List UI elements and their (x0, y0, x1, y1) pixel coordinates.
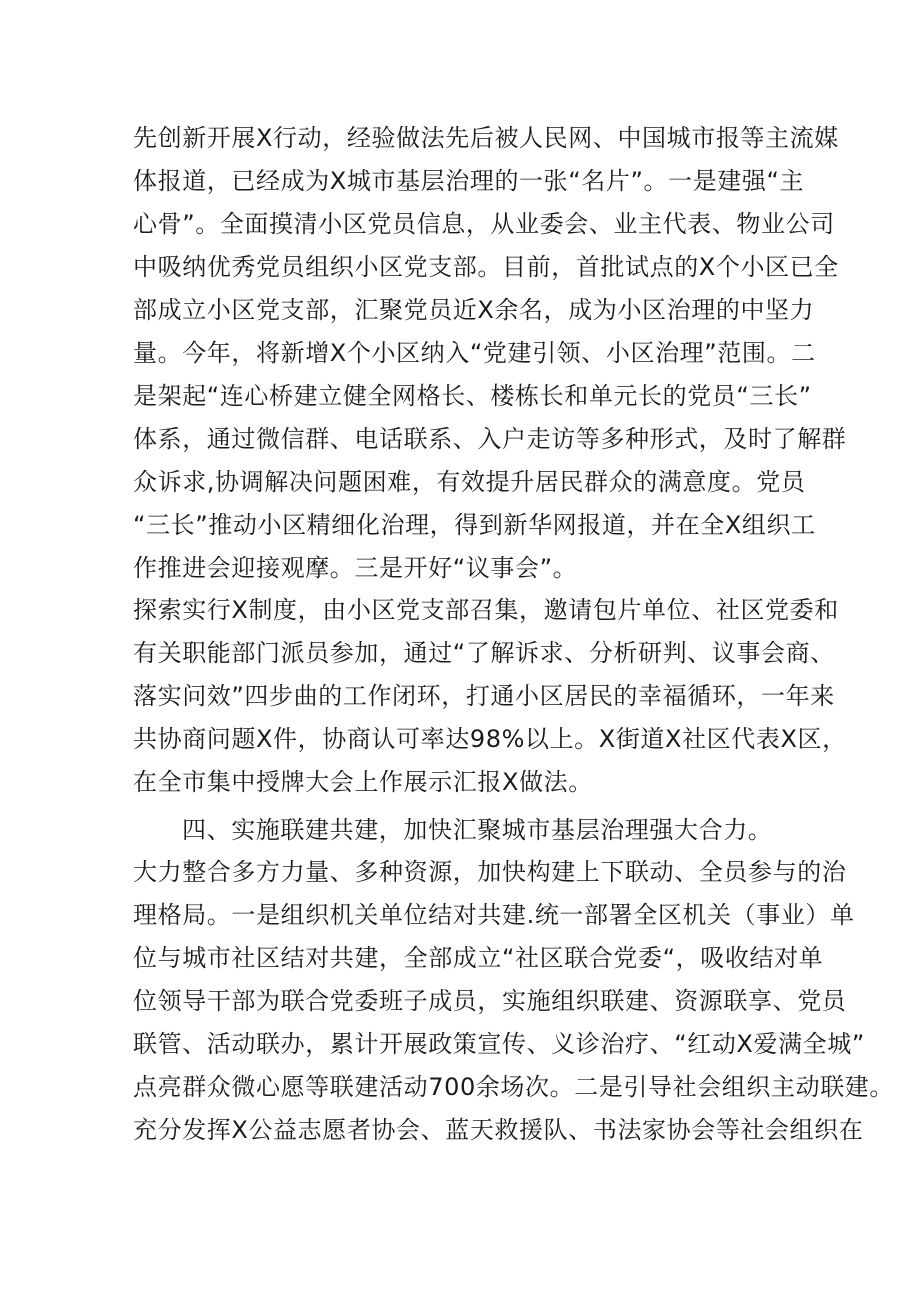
text-line: 是架起“连心桥建立健全网格长、楼栋长和单元长的党员“三长” (133, 382, 812, 410)
text-line: 在全市集中授牌大会上作展示汇报X做法。 (133, 768, 593, 796)
text-line: 有关职能部门派员参加，通过“了解诉求、分析研判、议事会商、 (133, 639, 835, 667)
text-line: 众诉求,协调解决问题困难，有效提升居民群众的满意度。党员 (133, 468, 806, 496)
text-line: 部成立小区党支部，汇聚党员近X余名，成为小区治理的中坚力 (133, 296, 815, 324)
text-line: 理格局。一是组织机关单位结对共建.统一部署全区机关（事业）单 (133, 901, 855, 929)
text-line: 体报道，已经成为X城市基层治理的一张“名片”。一是建强“主 (133, 167, 805, 195)
text-line: 联管、活动联办，累计开展政策宣传、义诊治疗、“红动X爱满全城” (133, 1030, 865, 1058)
text-line: 充分发挥X公益志愿者协会、蓝天救援队、书法家协会等社会组织在 (133, 1116, 864, 1144)
text-line: 位领导干部为联合党委班子成员，实施组织联建、资源联享、党员 (133, 987, 847, 1015)
text-line: 中吸纳优秀党员组织小区党支部。目前，首批试点的X个小区已全 (133, 253, 839, 281)
text-line: 大力整合多方力量、多种资源，加快构建上下联动、全员参与的治 (133, 858, 847, 886)
text-line: 落实问效”四步曲的工作闭环，打通小区居民的幸福循环，一年来 (133, 682, 835, 710)
text-line: 共协商问题X件，协商认可率达98%以上。X街道X社区代表X区， (133, 725, 847, 753)
text-line: 心骨”。全面摸清小区党员信息，从业委会、业主代表、物业公司 (133, 210, 835, 238)
text-line: 作推进会迎接观摩。三是开好“议事会”。 (133, 554, 578, 582)
text-line: 探索实行X制度，由小区党支部召集，邀请包片单位、社区党委和 (133, 596, 839, 624)
text-line: 先创新开展X行动，经验做法先后被人民网、中国城市报等主流媒 (133, 124, 839, 152)
text-line: 量。今年，将新增X个小区纳入“党建引领、小区治理”范围。二 (133, 339, 816, 367)
text-line: 体系，通过微信群、电话联系、入户走访等多种形式，及时了解群 (133, 425, 847, 453)
text-line: “三长”推动小区精细化治理，得到新华网报道，并在全X组织工 (133, 511, 816, 539)
text-line: 点亮群众微心愿等联建活动700余场次。二是引导社会组织主动联建。 (133, 1073, 895, 1101)
section-heading: 四、实施联建共建，加快汇聚城市基层治理强大合力。 (182, 816, 773, 844)
text-line: 位与城市社区结对共建，全部成立“社区联合党委“，吸收结对单 (133, 944, 824, 972)
